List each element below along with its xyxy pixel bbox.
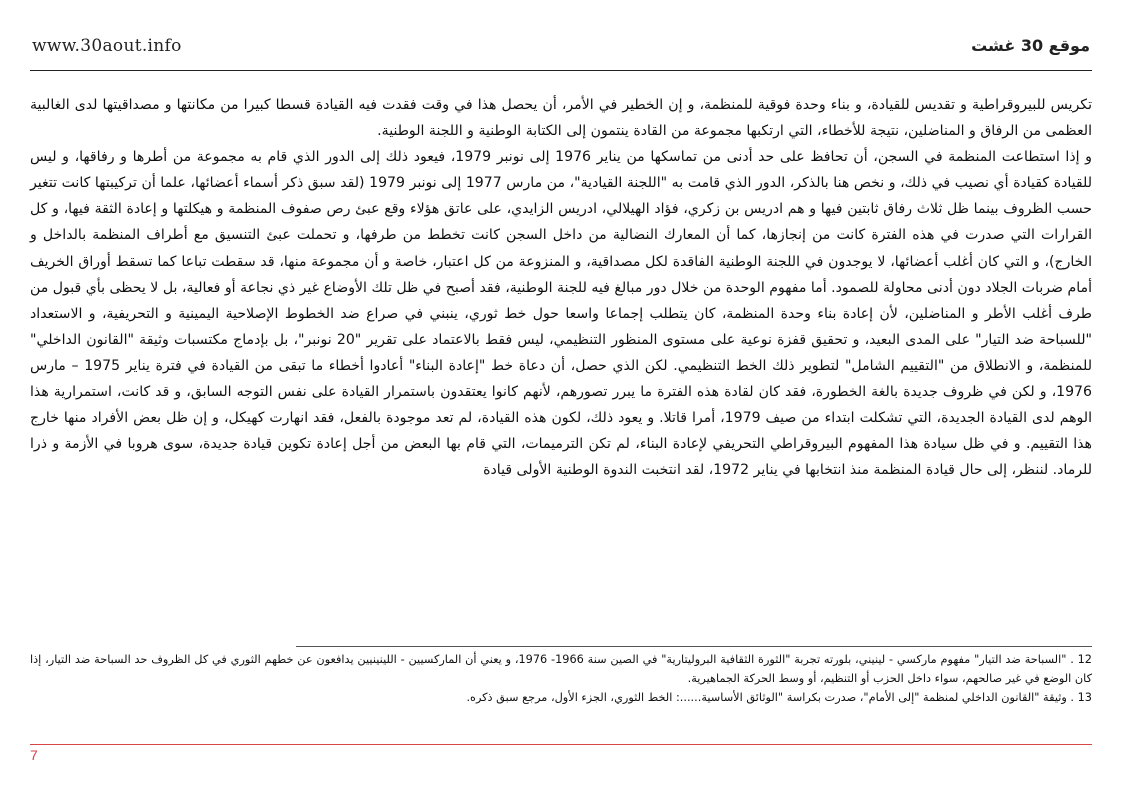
site-name: موقع 30 غشت [971, 36, 1090, 55]
page-number: 7 [30, 747, 38, 763]
paragraph: تكريس للبيروقراطية و تقديس للقيادة، و بناء وحدة فوقية للمنظمة، و إن الخطير في الأمر، أن يحصل هذا في وقت فقدت فيه القيادة قسطا كبيرا من مكانتها و مصداقيتها لدى الغالبية العظمى من الرفاق و المناضلين، نتيجة للأخطاء، التي ارتكبها مجموعة من القادة ينتمون إلى الكتابة الوطنية و اللجنة الوطنية. [30, 97, 1092, 140]
footnote-12: 12 . "السباحة ضد التيار" مفهوم ماركسي - لينيني، بلورته تجربة "الثورة الثقافية البروليتارية" في الصين سنة 1966- 1976، و يعني أن الماركسيين - اللينينيين يدافعون عن خطهم الثوري في كل الظروف حد السباحة ضد التيار، إذا كان الوضع في غير صالحهم، سواء داخل الحزب أو التنظيم، أو وسط الحركة الجماهيرية. [30, 653, 1092, 685]
footnote-13: 13 . وثيقة "القانون الداخلي لمنظمة "إلى الأمام"، صدرت بكراسة "الوثائق الأساسية......: الخط الثوري، الجزء الأول، مرجع سبق ذكره. [466, 691, 1092, 704]
article-body [30, 92, 1092, 483]
footnote-divider [296, 646, 1092, 647]
footnotes [30, 650, 1092, 707]
page-header [30, 34, 1092, 71]
site-url[interactable]: www.30aout.info [32, 36, 182, 56]
page-footer-divider [30, 744, 1092, 745]
paragraph: و إذا استطاعت المنظمة في السجن، أن تحافظ على حد أدنى من تماسكها من يناير 1976 إلى نونبر 1979، فيعود ذلك إلى الدور الذي قام به مجموعة من أطرها و رفاقها، و ليس للقيادة كقيادة أي نصيب في ذلك، و نخص هنا بالذكر، الدور الذي قامت به "اللجنة القيادية"، من مارس 1977 إلى نونبر 1979 (لقد سبق ذكر أسماء أعضائها، علما أن تركيبتها كانت تتغير حسب الظروف بينما ظل ثلاث رفاق ثابتين فيها و هم ادريس بن زكري، فؤاد الهيلالي، ادريس الزايدي، على عاتق هؤلاء وقع عبئ رص صفوف المنظمة و هيكلتها و إعادة الثقة فيها، و كل القرارات التي صدرت في هذه الفترة كانت من إنجازها، كما أن المعارك النضالية من داخل السجن كانت تخطط من طرفها، و تحملت عبئ التنسيق مع أطراف المنظمة بالداخل و الخارج)، و التي كان أغلب أعضائها، لا يوجدون في اللجنة الوطنية الفاقدة لكل مصداقية، و المنزوعة من كل اعتبار، خاصة و أن مجموعة منها، قد سقطت تباعا كما تسقط أوراق الخريف أمام ضربات الجلاد دون أدنى محاولة للصمود. أما مفهوم الوحدة من خلال دور مبالغ فيه للجنة الوطنية، فقد أصبح في ظل تلك الأوضاع غير ذي نجاعة أو فعالية، بل لا يحظى بأي قبول من طرف أغلب الأطر و المناضلين، لأن إعادة بناء وحدة المنظمة، كان يتطلب إجماعا واسعا حول خط ثوري، ينبني في صراع ضد الخطوط الإصلاحية اليمينية و التحريفية، و الاستعداد "للسباحة ضد التيار" على المدى البعيد، و تحقيق قفزة نوعية على مستوى المنظور التنظيمي، ليس فقط بالاعتماد على تقرير "20 نونبر"، بل بإدماج مكتسبات وثيقة "القانون الداخلي" للمنظمة، و الانطلاق من "التقييم الشامل" لتطوير ذلك الخط التنظيمي. لكن الذي حصل، أن دعاة خط "إعادة البناء" أعادوا أخطاء ما تبقى من القيادة في فترة يناير 1975 – مارس 1976، و لكن في ظروف جديدة بالغة الخطورة، فقد كان لقادة هذه الفترة ما يبرر تصورهم، لأنهم كانوا يعتقدون باستمرار القيادة على نفس التوجه السابق، و قد كانت، استمرارية هذا الوهم لدى القيادة الجديدة، التي تشكلت ابتداء من صيف 1979، أمرا قاتلا. و يعود ذلك، لكون هذه القيادة، لم تعد موجودة بالفعل، فقد انهارت كهيكل، و إن ظل بعض الأفراد منها خارج هذا التقييم. و في ظل سيادة هذا المفهوم البيروقراطي التحريفي لإعادة البناء، لم تكن الترميمات، التي قام بها البعض من أجل إعادة تكوين قيادة جديدة، سوى هروبا في الأزمة و ذرا للرماد. لننظر، إلى حال قيادة المنظمة منذ انتخابها في يناير 1972، لقد انتخبت الندوة الوطنية الأولى قيادة [30, 149, 1092, 479]
